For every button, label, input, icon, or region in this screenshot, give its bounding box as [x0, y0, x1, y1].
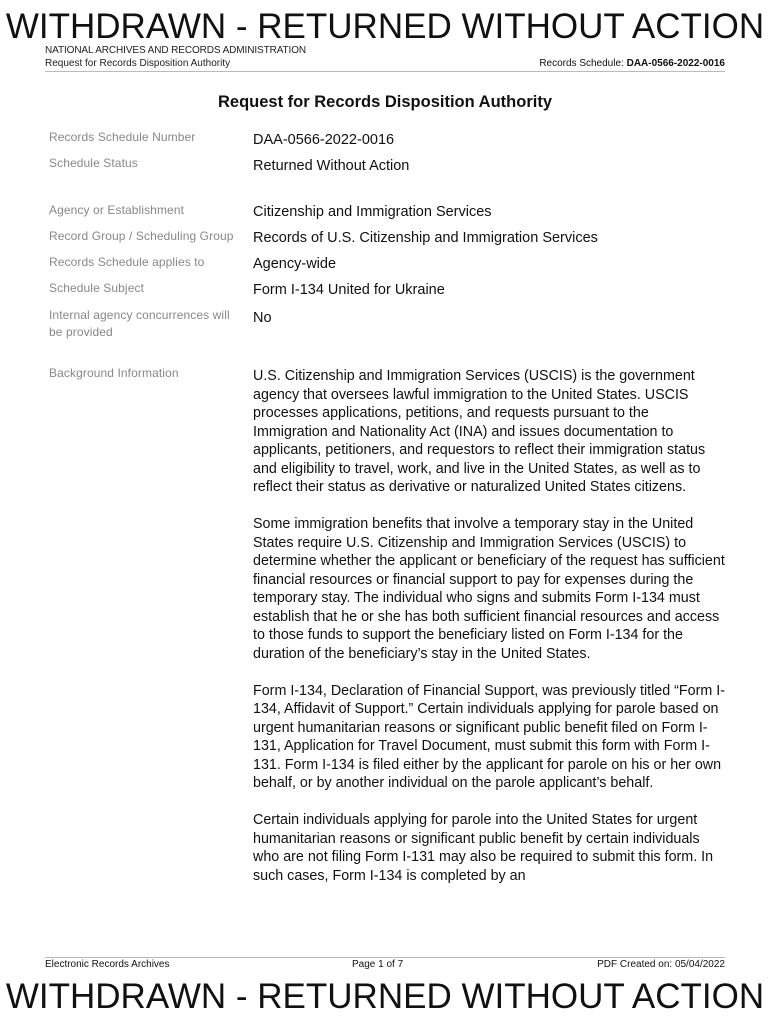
- header-schedule-reference: [539, 58, 725, 70]
- background-paragraph-4: Certain individuals applying for parole into the United States for urgent humanitarian reasons or significant public benefit by certain individuals who are not filing Form I-131 may also be required to submit this form. In such cases, Form I-134 is completed by an: [253, 812, 714, 884]
- header-divider: [45, 71, 725, 72]
- document-title: Request for Records Disposition Authority: [218, 93, 552, 111]
- background-information-text: [253, 367, 725, 904]
- field-value-schedule-status: Returned Without Action: [253, 158, 410, 174]
- withdrawn-banner-bottom: WITHDRAWN - RETURNED WITHOUT ACTION: [5, 977, 765, 1016]
- field-label-applies-to: Records Schedule applies to: [49, 255, 205, 269]
- field-label-background: Background Information: [49, 366, 179, 380]
- footer-page-number: Page 1 of 7: [352, 959, 404, 970]
- field-value-concurrences: No: [253, 310, 272, 326]
- header-form-title: Request for Records Disposition Authority: [45, 58, 231, 69]
- field-label-schedule-number: Records Schedule Number: [49, 130, 196, 144]
- field-label-schedule-status: Schedule Status: [49, 156, 138, 170]
- field-value-record-group: Records of U.S. Citizenship and Immigration Services: [253, 230, 598, 246]
- field-label-record-group: Record Group / Scheduling Group: [49, 229, 234, 243]
- field-label-schedule-subject: Schedule Subject: [49, 281, 144, 295]
- field-value-schedule-number: DAA-0566-2022-0016: [253, 132, 395, 148]
- footer-created-date: PDF Created on: 05/04/2022: [597, 959, 725, 970]
- withdrawn-banner-top: WITHDRAWN - RETURNED WITHOUT ACTION: [5, 7, 765, 46]
- background-paragraph-2: Some immigration benefits that involve a temporary stay in the United States require U.S. Citizenship and Immigration Services (USCIS) to determine whether the applicant or beneficiary of the request has sufficient financial resources or financial support to pay for expenses during the temporary stay. The individual who signs and submits Form I-134 must establish that he or she has both sufficient financial resources and access to those funds to support the beneficiary listed on Form I-134 for the duration of the beneficiary’s stay in the United States.: [253, 516, 725, 662]
- field-value-applies-to: Agency-wide: [253, 256, 337, 272]
- footer-divider: [45, 957, 725, 958]
- background-paragraph-3: Form I-134, Declaration of Financial Support, was previously titled “Form I-134, Affidavit of Support.” Certain individuals applying for parole based on urgent humanitarian reasons or significant public benefit filed on Form I-131, Application for Travel Document, must submit this form with Form I-131. Form I-134 is filed either by the applicant for parole on his or her own behalf, or by another individual on the parole applicant’s behalf.: [253, 682, 725, 791]
- footer-system-name: Electronic Records Archives: [45, 959, 170, 970]
- agency-name: NATIONAL ARCHIVES AND RECORDS ADMINISTRATION: [45, 45, 307, 56]
- schedule-ref-number: DAA-0566-2022-0016: [626, 58, 725, 69]
- field-value-agency: Citizenship and Immigration Services: [253, 204, 492, 220]
- field-value-schedule-subject: Form I-134 United for Ukraine: [253, 282, 445, 298]
- field-label-concurrences: Internal agency concurrences will be provided: [49, 308, 230, 339]
- schedule-ref-label: Records Schedule:: [539, 58, 627, 69]
- field-label-agency: Agency or Establishment: [49, 203, 185, 217]
- background-paragraph-1: U.S. Citizenship and Immigration Services (USCIS) is the government agency that oversees lawful immigration to the United States. USCIS processes applications, petitions, and requests pursuant to the Immigration and Nationality Act (INA) and issues documentation to applicants, petitioners, and requestors to reflect their immigration status and eligibility to travel, work, and live in the United States, as well as to reflect their status as derivative or naturalized United States citizens.: [253, 368, 706, 495]
